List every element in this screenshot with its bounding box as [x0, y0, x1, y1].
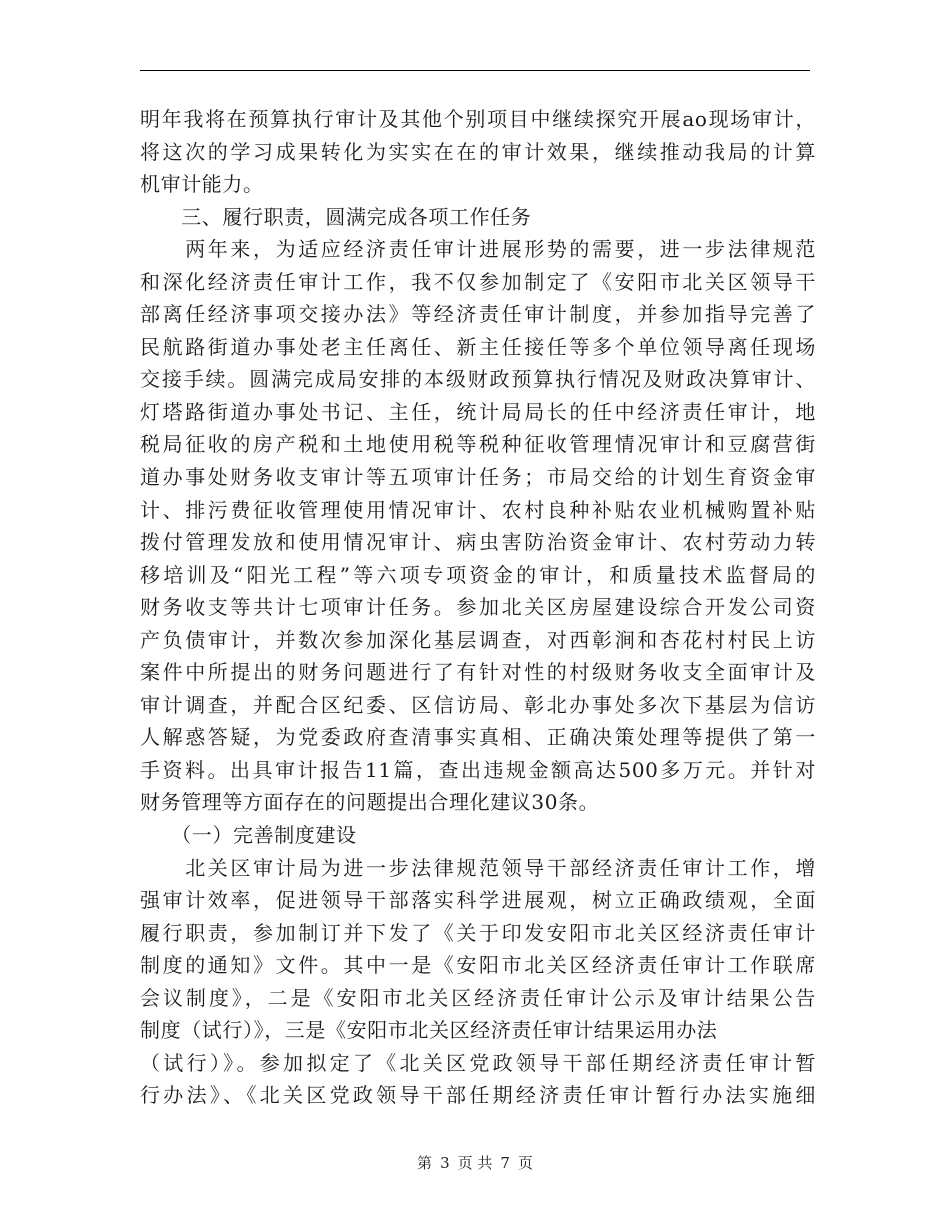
text-line: 两年来，为适应经济责任审计进展形势的需要，进一步法律规范: [140, 237, 816, 262]
text-line: 产负债审计，并数次参加深化基层调查，对西彰涧和杏花村村民上访: [140, 627, 816, 652]
text-line: 将这次的学习成果转化为实实在在的审计效果，继续推动我局的计算: [140, 139, 816, 164]
text-line: 行办法》、《北关区党政领导干部任期经济责任审计暂行办法实施细: [140, 1083, 816, 1108]
text-line: 交接手续。圆满完成局安排的本级财政预算执行情况及财政决算审计、: [140, 367, 816, 392]
text-line: 会议制度》，二是《安阳市北关区经济责任审计公示及审计结果公告: [140, 985, 816, 1010]
page-footer: [0, 1152, 950, 1173]
text-line: 财务管理等方面存在的问题提出合理化建议30条。: [140, 790, 600, 815]
text-line: （一）完善制度建设: [140, 823, 357, 848]
text-line: 机审计能力。: [140, 172, 264, 197]
text-line: 制度（试行）》，三是《安阳市北关区经济责任审计结果运用办法: [140, 1018, 718, 1043]
text-line: 和深化经济责任审计工作，我不仅参加制定了《安阳市北关区领导干: [140, 269, 816, 294]
text-line: 税局征收的房产税和土地使用税等税种征收管理情况审计和豆腐营街: [140, 432, 816, 457]
current-page-number: 3: [440, 1154, 450, 1172]
text-line: 三、履行职责，圆满完成各项工作任务: [140, 204, 532, 229]
text-line: 履行职责，参加制订并下发了《关于印发安阳市北关区经济责任审计: [140, 920, 816, 945]
text-line: 财务收支等共计七项审计任务。参加北关区房屋建设综合开发公司资: [140, 595, 816, 620]
text-line: 道办事处财务收支审计等五项审计任务；市局交给的计划生育资金审: [140, 465, 816, 490]
document-body: [140, 103, 816, 1112]
text-line: 拨付管理发放和使用情况审计、病虫害防治资金审计、农村劳动力转: [140, 530, 816, 555]
text-line: 案件中所提出的财务问题进行了有针对性的村级财务收支全面审计及: [140, 660, 816, 685]
footer-prefix: 第: [417, 1154, 433, 1172]
text-line: 制度的通知》文件。其中一是《安阳市北关区经济责任审计工作联席: [140, 953, 816, 978]
text-line: 明年我将在预算执行审计及其他个别项目中继续探究开展ao现场审计，: [140, 107, 816, 131]
text-line: 人解惑答疑，为党委政府查清事实真相、正确决策处理等提供了第一: [140, 725, 816, 750]
text-line: （试行）》。参加拟定了《北关区党政领导干部任期经济责任审计暂: [140, 1050, 816, 1075]
footer-suffix: 页: [517, 1154, 533, 1172]
footer-middle: 页 共: [457, 1154, 493, 1172]
text-line: 移培训及“阳光工程”等六项专项资金的审计，和质量技术监督局的: [140, 562, 816, 587]
text-line: 审计调查，并配合区纪委、区信访局、彰北办事处多次下基层为信访: [140, 692, 816, 717]
text-line: 部离任经济事项交接办法》等经济责任审计制度，并参加指导完善了: [140, 302, 816, 327]
text-line: 灯塔路街道办事处书记、主任，统计局局长的任中经济责任审计，地: [140, 399, 816, 424]
text-line: 北关区审计局为进一步法律规范领导干部经济责任审计工作，增: [140, 855, 816, 880]
text-line: 计、排污费征收管理使用情况审计、农村良种补贴农业机械购置补贴: [140, 497, 816, 522]
text-line: 强审计效率，促进领导干部落实科学进展观，树立正确政绩观，全面: [140, 888, 816, 913]
header-rule: [140, 70, 810, 71]
text-line: 手资料。出具审计报告11篇，查出违规金额高达500多万元。并针对: [140, 757, 816, 782]
total-page-count: 7: [500, 1154, 510, 1172]
text-line: 民航路街道办事处老主任离任、新主任接任等多个单位领导离任现场: [140, 334, 816, 359]
